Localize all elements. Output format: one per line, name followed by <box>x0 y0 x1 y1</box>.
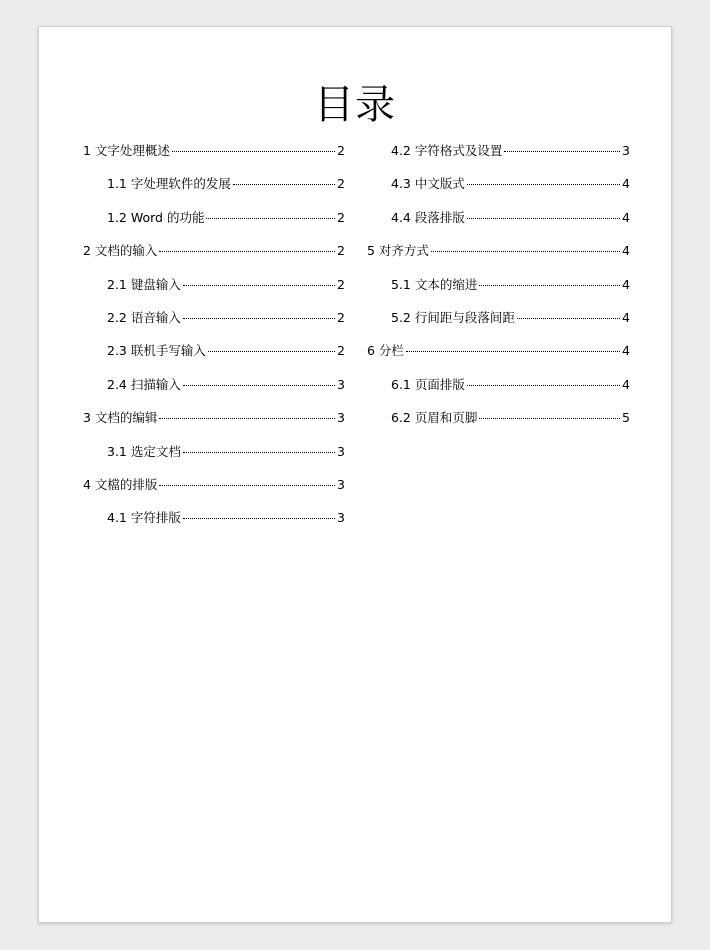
toc-entry-page-number: 2 <box>337 243 345 259</box>
toc-entry-page-number: 2 <box>337 143 345 158</box>
toc-entry-page-number: 3 <box>622 143 630 158</box>
toc-entry-page-number: 5 <box>622 410 630 426</box>
document-page <box>38 26 672 923</box>
toc-entry-label: 5.1 文本的缩进 <box>391 276 478 292</box>
toc-dot-leader <box>467 385 620 386</box>
toc-entry[interactable] <box>367 141 630 174</box>
toc-entry-label: 4.1 字符排版 <box>107 510 181 526</box>
toc-entry[interactable] <box>83 308 345 341</box>
toc-entry-page-number: 3 <box>337 476 345 492</box>
toc-dot-leader <box>159 418 335 419</box>
toc-entry-label: 3 文档的编辑 <box>83 410 158 426</box>
toc-dot-leader <box>159 251 335 252</box>
toc-entry[interactable] <box>83 408 345 441</box>
toc-entry-page-number: 4 <box>622 176 630 192</box>
toc-entry-page-number: 2 <box>337 309 345 325</box>
toc-dot-leader <box>467 184 620 185</box>
toc-entry-label: 2 文档的输入 <box>83 243 158 259</box>
toc-dot-leader <box>208 351 335 352</box>
toc-entry[interactable] <box>83 241 345 274</box>
toc-entry-label: 4.2 字符格式及设置 <box>391 143 503 158</box>
toc-entry[interactable] <box>367 408 630 441</box>
toc-entry[interactable] <box>367 174 630 207</box>
toc-entry-label: 1 文字处理概述 <box>83 143 170 158</box>
toc-dot-leader <box>183 385 335 386</box>
toc-title: 目录 <box>314 82 396 128</box>
toc-entry-label: 2.3 联机手写输入 <box>107 343 206 359</box>
toc-entry[interactable] <box>83 341 345 374</box>
toc-dot-leader <box>517 318 620 319</box>
toc-entry[interactable] <box>83 208 345 241</box>
toc-entry-label: 6 分栏 <box>367 343 404 359</box>
toc-entry-page-number: 3 <box>337 410 345 426</box>
toc-entry-page-number: 4 <box>622 276 630 292</box>
toc-entry-label: 1.2 Word 的功能 <box>107 209 205 225</box>
toc-entry[interactable] <box>367 241 630 274</box>
toc-entry-label: 3.1 选定文档 <box>107 443 181 459</box>
toc-dot-leader <box>183 285 335 286</box>
toc-dot-leader <box>504 151 620 152</box>
toc-entry-label: 2.1 键盘输入 <box>107 276 181 292</box>
toc-entry[interactable] <box>83 141 345 174</box>
toc-entry-page-number: 4 <box>622 243 630 259</box>
toc-column-right <box>367 141 630 442</box>
toc-entry-page-number: 2 <box>337 209 345 225</box>
toc-dot-leader <box>479 418 620 419</box>
toc-dot-leader <box>233 184 335 185</box>
toc-entry[interactable] <box>367 341 630 374</box>
toc-dot-leader <box>431 251 620 252</box>
toc-entry-label: 6.1 页面排版 <box>391 376 465 392</box>
toc-entry[interactable] <box>367 308 630 341</box>
toc-entry[interactable] <box>83 442 345 475</box>
toc-entry[interactable] <box>367 275 630 308</box>
toc-dot-leader <box>183 518 335 519</box>
toc-entry[interactable] <box>367 375 630 408</box>
toc-entry-page-number: 2 <box>337 343 345 359</box>
toc-entry[interactable] <box>83 475 345 508</box>
toc-entry[interactable] <box>83 375 345 408</box>
toc-column-left <box>83 141 345 542</box>
toc-entry-page-number: 4 <box>622 309 630 325</box>
toc-entry-page-number: 4 <box>622 343 630 359</box>
toc-entry[interactable] <box>83 275 345 308</box>
toc-entry-page-number: 2 <box>337 176 345 192</box>
toc-entry-label: 6.2 页眉和页脚 <box>391 410 478 426</box>
toc-dot-leader <box>406 351 620 352</box>
toc-dot-leader <box>183 452 335 453</box>
toc-entry-label: 2.2 语音输入 <box>107 309 181 325</box>
toc-entry-page-number: 3 <box>337 510 345 526</box>
toc-entry[interactable] <box>367 208 630 241</box>
toc-dot-leader <box>206 218 335 219</box>
toc-dot-leader <box>183 318 335 319</box>
toc-dot-leader <box>467 218 620 219</box>
toc-entry-label: 5.2 行间距与段落间距 <box>391 309 515 325</box>
toc-entry-page-number: 4 <box>622 209 630 225</box>
toc-entry-label: 4 文檔的排版 <box>83 476 158 492</box>
toc-entry-label: 4.4 段落排版 <box>391 209 465 225</box>
toc-entry-page-number: 3 <box>337 376 345 392</box>
toc-dot-leader <box>172 151 335 152</box>
toc-dot-leader <box>479 285 620 286</box>
toc-entry-label: 1.1 字处理软件的发展 <box>107 176 231 192</box>
toc-entry-page-number: 4 <box>622 376 630 392</box>
toc-entry-label: 2.4 扫描输入 <box>107 376 181 392</box>
toc-entry-label: 5 对齐方式 <box>367 243 429 259</box>
toc-dot-leader <box>159 485 335 486</box>
toc-entry-page-number: 3 <box>337 443 345 459</box>
toc-entry-page-number: 2 <box>337 276 345 292</box>
toc-entry[interactable] <box>83 174 345 207</box>
toc-entry-label: 4.3 中文版式 <box>391 176 465 192</box>
toc-entry[interactable] <box>83 508 345 541</box>
